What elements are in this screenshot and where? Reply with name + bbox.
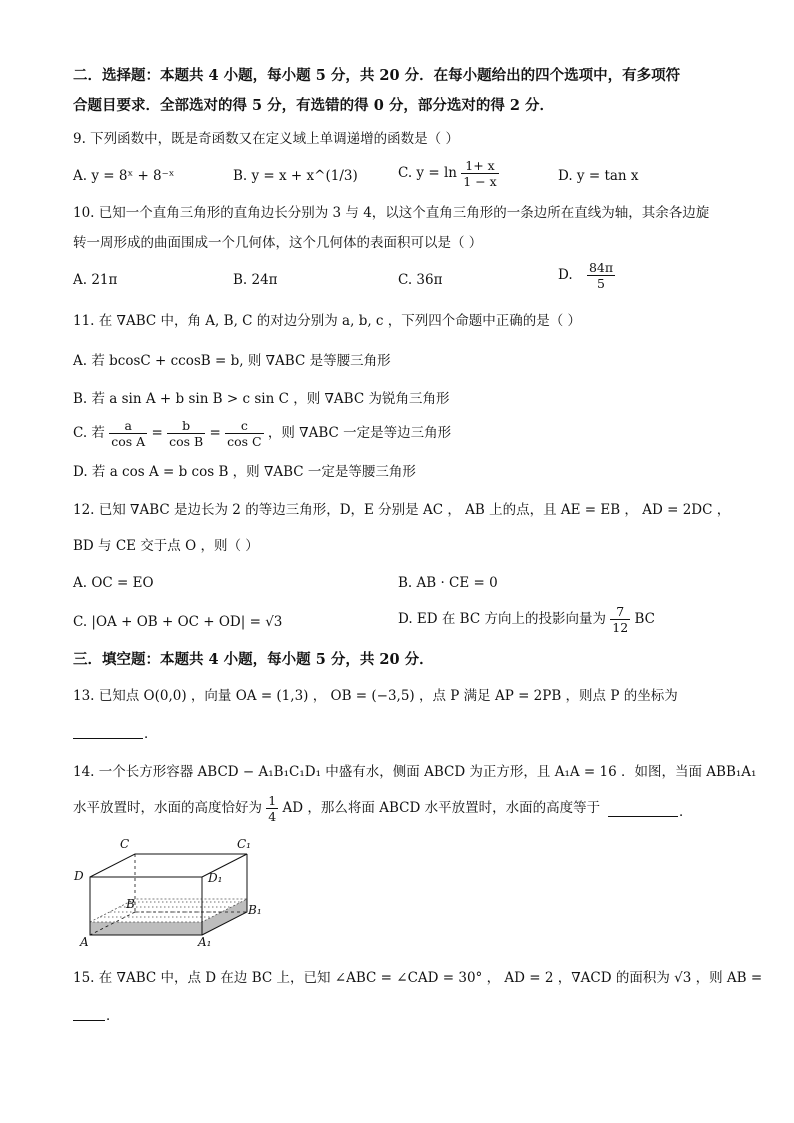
- label-D: D: [74, 869, 84, 883]
- container-figure: [72, 832, 272, 952]
- q13-answer-blank: [73, 738, 143, 739]
- q12-d-suffix: BC: [634, 611, 655, 627]
- section2-heading-line1: 二．选择题：本题共 4 小题，每小题 5 分，共 20 分．在每小题给出的四个选项中，有多项符: [73, 67, 681, 84]
- q10-line2: 转一周形成的曲面围成一个几何体，这个几何体的表面积可以是（ ）: [73, 235, 483, 251]
- q11-c-equals-2: =: [209, 425, 221, 441]
- label-B1: B₁: [248, 903, 262, 917]
- q10-option-d-prefix: D.: [558, 267, 573, 283]
- q11-c-f1-numerator: a: [109, 418, 147, 434]
- q11-c-prefix: C. 若: [73, 425, 105, 441]
- label-C: C: [120, 837, 130, 851]
- label-C1: C₁: [237, 837, 251, 851]
- q12-option-d: [398, 604, 655, 635]
- q12-d-numerator: 7: [610, 604, 630, 620]
- q15-end: ．: [106, 1008, 120, 1024]
- q10-d-numerator: 84π: [588, 260, 614, 275]
- q14-line1: 14. 一个长方形容器 ABCD − A₁B₁C₁D₁ 中盛有水，侧面 ABCD 为正方形，且 A₁A = 16 ．如图，当面 ABB₁A₁: [73, 764, 757, 780]
- q11-c-fraction-2: [167, 418, 205, 449]
- q11-option-a: A. 若 bcosC + ccosB = b, 则 ∇ABC 是等腰三角形: [73, 353, 391, 369]
- q11-option-c: [73, 418, 451, 449]
- q10-d-denominator: 5: [597, 276, 605, 291]
- q10-line1: 10. 已知一个直角三角形的直角边长分别为 3 与 4，以这个直角三角形的一条边所在直线为轴，其余各边旋: [73, 205, 710, 221]
- q11-option-b: B. 若 a sin A + b sin B > c sin C ，则 ∇ABC 为锐角三角形: [73, 391, 450, 407]
- label-A: A: [80, 935, 89, 949]
- q11-c-suffix: ，则 ∇ABC 一定是等边三角形: [267, 425, 452, 441]
- q11-c-fraction-3: [225, 418, 263, 449]
- q10-option-d: [558, 260, 615, 291]
- q11-c-f2-numerator: b: [167, 418, 205, 434]
- q14-denominator: 4: [268, 809, 277, 824]
- q9-option-a: A. y = 8ˣ + 8⁻ˣ: [73, 168, 175, 184]
- q11-stem: 11. 在 ∇ABC 中，角 A, B, C 的对边分别为 a, b, c ，下列四个命题中正确的是（ ）: [73, 313, 582, 329]
- q14-line2: [73, 793, 600, 824]
- q12-option-a: A. OC = EO: [73, 575, 154, 591]
- q11-c-f1-denominator: cos A: [111, 434, 146, 449]
- q11-c-equals-1: =: [151, 425, 163, 441]
- label-D1: D₁: [208, 871, 223, 885]
- q9-option-c-prefix: C. y = ln: [398, 165, 457, 181]
- q10-option-b: B. 24π: [233, 272, 278, 288]
- q9-option-b: B. y = x + x^(1/3): [233, 168, 358, 184]
- q10-option-a: A. 21π: [73, 272, 118, 288]
- q12-line2: BD 与 CE 交于点 O ，则（ ）: [73, 538, 259, 554]
- q9-option-c-fraction: [461, 158, 498, 189]
- q14-numerator: 1: [268, 793, 277, 808]
- q14-line2-prefix: 水平放置时，水面的高度恰好为: [73, 800, 262, 816]
- q12-option-b: B. AB · CE = 0: [398, 575, 498, 591]
- q11-c-fraction-1: [109, 418, 147, 449]
- q14-fraction: [266, 793, 278, 824]
- q9-c-numerator: 1+ x: [461, 158, 498, 174]
- q12-d-prefix: D. ED 在 BC 方向上的投影向量为: [398, 611, 606, 627]
- q9-option-c: [398, 158, 499, 189]
- section2-heading-line2: 合题目要求．全部选对的得 5 分，有选错的得 0 分，部分选对的得 2 分．: [73, 97, 555, 114]
- q11-c-f3-denominator: cos C: [227, 434, 262, 449]
- q12-d-denominator: 12: [612, 620, 629, 635]
- q15-line1: 15. 在 ∇ABC 中，点 D 在边 BC 上，已知 ∠ABC = ∠CAD = 30° ， AD = 2 ，∇ACD 的面积为 √3 ，则 AB =: [73, 970, 763, 986]
- section3-heading: 三．填空题：本题共 4 小题，每小题 5 分，共 20 分．: [73, 651, 434, 668]
- q11-option-d: D. 若 a cos A = b cos B ，则 ∇ABC 一定是等腰三角形: [73, 464, 416, 480]
- q10-option-d-fraction: [587, 260, 615, 291]
- q12-line1: 12. 已知 ∇ABC 是边长为 2 的等边三角形，D，E 分别是 AC ， AB 上的点，且 AE = EB ， AD = 2DC ，: [73, 502, 731, 518]
- label-B: B: [126, 897, 135, 911]
- q13-end: ．: [144, 726, 158, 742]
- q14-end: ．: [679, 804, 693, 820]
- q14-answer-blank: [608, 816, 678, 817]
- q9-c-denominator: 1 − x: [463, 174, 497, 189]
- q14-line2-suffix: AD ，那么将面 ABCD 水平放置时，水面的高度等于: [282, 800, 601, 816]
- q15-answer-blank: [73, 1020, 105, 1021]
- q11-c-f2-denominator: cos B: [169, 434, 204, 449]
- q12-d-fraction: [610, 604, 630, 635]
- q9-stem: 9. 下列函数中，既是奇函数又在定义域上单调递增的函数是（ ）: [73, 131, 459, 147]
- q12-option-c: C. |OA + OB + OC + OD| = √3: [73, 614, 283, 630]
- q13-line1: 13. 已知点 O(0,0) ，向量 OA = (1,3) ， OB = (−3,5) ，点 P 满足 AP = 2PB ，则点 P 的坐标为: [73, 688, 678, 704]
- q9-option-d: D. y = tan x: [558, 168, 639, 184]
- q11-c-f3-numerator: c: [225, 418, 263, 434]
- label-A1: A₁: [198, 935, 212, 949]
- q10-option-c: C. 36π: [398, 272, 443, 288]
